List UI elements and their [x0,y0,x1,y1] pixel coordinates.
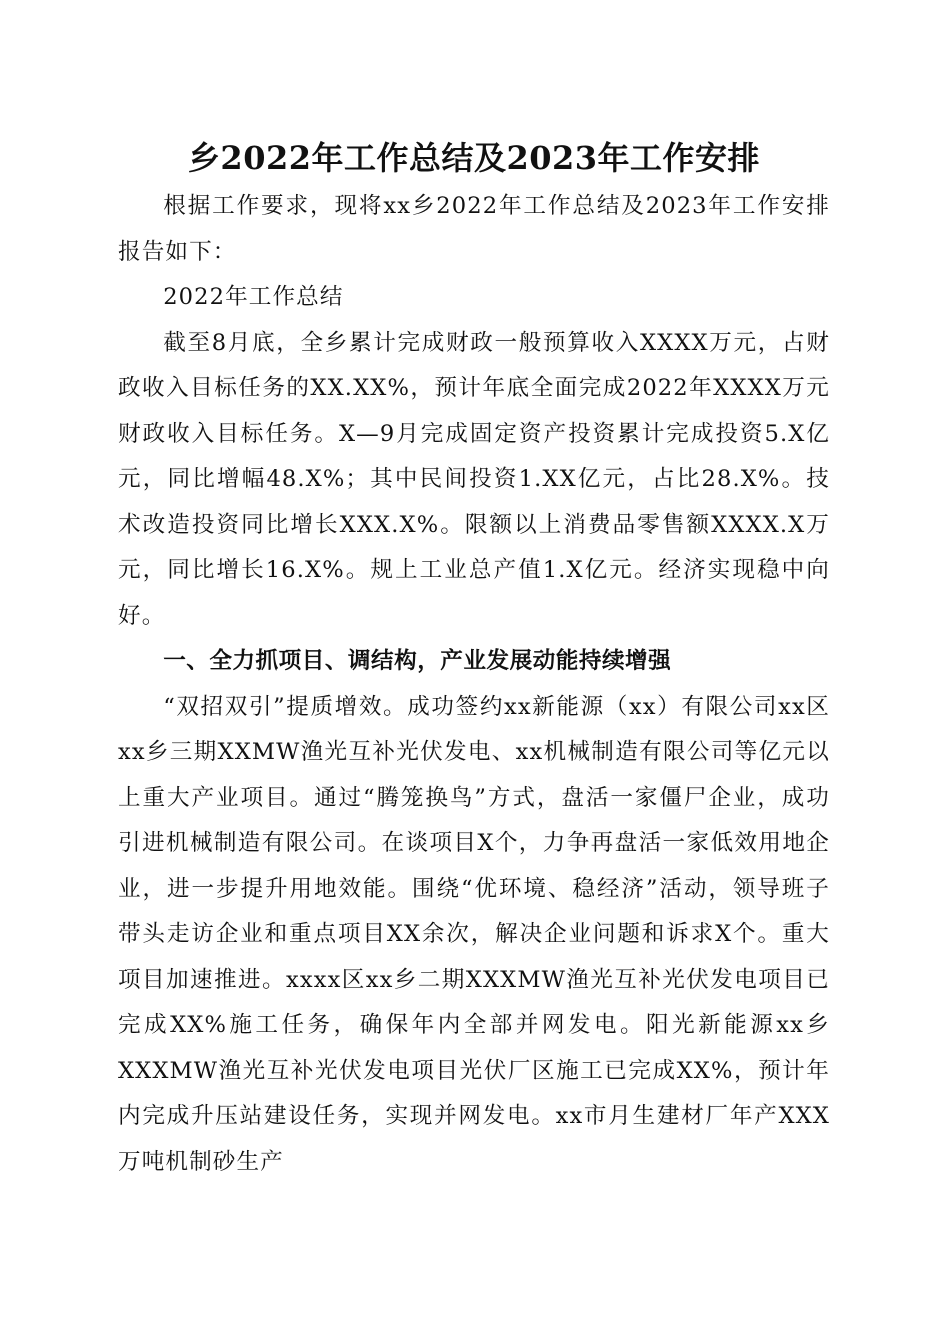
summary-paragraph: 截至8月底，全乡累计完成财政一般预算收入XXXX万元，占财政收入目标任务的XX.XX%，预计年底全面完成2022年XXXX万元财政收入目标任务。X—9月完成固定资产投资累计完成投资5.X亿元，同比增幅48.X%；其中民间投资1.XX亿元，占比28.X%。技术改造投资同比增长XXX.X%。限额以上消费品零售额XXXX.X万元，同比增长16.X%。规上工业总产值1.X亿元。经济实现稳中向好。 [118,329,830,629]
intro-paragraph: 根据工作要求，现将xx乡2022年工作总结及2023年工作安排报告如下： [118,193,830,265]
document-body [118,134,830,1185]
document-title: 乡2022年工作总结及2023年工作安排 [187,139,761,177]
section-1-paragraph: “双招双引”提质增效。成功签约xx新能源（xx）有限公司xx区xx乡三期XXMW渔光互补光伏发电、xx机械制造有限公司等亿元以上重大产业项目。通过“腾笼换鸟”方式，盘活一家僵尸企业，成功引进机械制造有限公司。在谈项目X个，力争再盘活一家低效用地企业，进一步提升用地效能。围绕“优环境、稳经济”活动，领导班子带头走访企业和重点项目XX余次，解决企业问题和诉求X个。重大项目加速推进。xxxx区xx乡二期XXXMW渔光互补光伏发电项目已完成XX%施工任务，确保年内全部并网发电。阳光新能源xx乡XXXMW渔光互补光伏发电项目光伏厂区施工已完成XX%，预计年内完成升压站建设任务，实现并网发电。xx市月生建材厂年产XXX万吨机制砂生产 [118,693,830,1175]
section-heading-1: 一、全力抓项目、调结构，产业发展动能持续增强 [163,648,672,674]
section-label: 2022年工作总结 [163,284,344,310]
